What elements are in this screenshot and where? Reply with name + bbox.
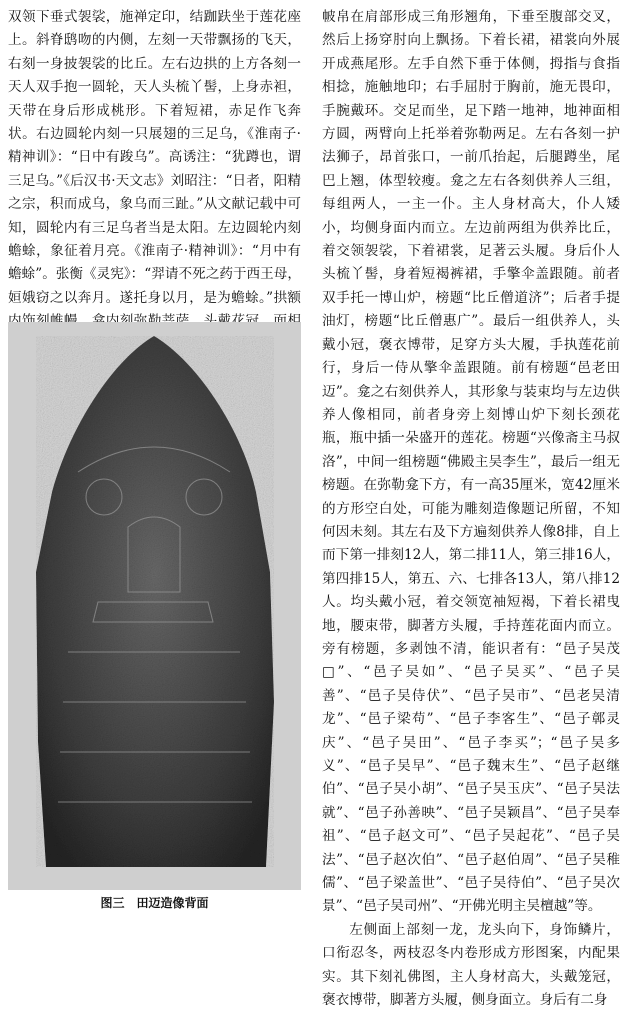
right-text-column — [322, 6, 620, 1009]
left-paragraph: 双领下垂式袈裟，施禅定印，结跏趺坐于莲花座上。斜脊鸱吻的内侧，左刻一天带飘扬的飞天，右刻一身披袈裟的比丘。左右边拱的上方各刻一天人双手抱一圆轮，天人头梳丫髻，上身赤袒，天带在身后形成桃形。下着短裙，赤足作飞奔状。右边圆轮内刻一只展翅的三足乌，《淮南子·精神训》：“日中有踆乌”。高诱注：“犹蹲也，谓三足乌。”《后汉书·天文志》刘昭注：“日者，阳精之宗，积而成乌，象乌而三趾。”从文献记载中可知，圆轮内有三足乌者当是太阳。左边圆轮内刻蟾蜍，象征着月亮。《淮南子·精神训》：“月中有蟾蜍”。张衡《灵宪》：“羿请不死之药于西王母，姮娥窃之以奔月。遂托身以月，是为蟾蜍。”拱额 — [8, 9, 301, 306]
left-text-column — [8, 6, 301, 316]
figure-caption: 图三 田迈造像背面 — [100, 896, 209, 910]
stele-image — [8, 322, 301, 890]
stele-photo — [8, 322, 301, 890]
right-paragraph-2: 左侧面上部刻一龙，龙头向下，身饰鳞片，口衔忍冬，两枝忍冬内卷形成方形图案，内配果实。其下刻礼佛图，主人身材高大，头戴笼冠，褒衣博带，脚著方头履，侧身面立。身后有二身 — [322, 921, 620, 1009]
right-paragraph-1: 帔帛在肩部形成三角形翘角，下垂至腹部交叉，然后上扬穿肘向上飘扬。下着长裙，裙裳向外展开成燕尾形。左手自然下垂于体侧，拇指与食指相捻，施触地印；右手屈肘于胸前，施无畏印，手腕戴环。交足而坐，足下踏一地神，地神面相方圆，两臂向上托举着弥勒两足。左右各刻一护法狮子，昂首张口，一前爪抬起，后腿蹲坐，尾巴上翘，体型较瘦。龛之左右各刻供养人三组，每组两人，一主一仆。主人身材高大，仆人矮小，均侧身面内而立。左边前两组为供养比丘，着交领袈裟，下着裙裳，足著云头履。身后仆人头梳丫髻，身着短褐裤裙，手擎伞盖跟随。前者双手托一博山炉，榜题“比丘僧道济”；后者手提油灯，榜题“比丘僧惠广”。最后一组供养人，头戴小冠，褒衣博带，足穿方头大履，手执莲花前行，身后一侍从擎伞盖跟随。前有榜题“邑老田迈”。龛之右刻供养人，其形象与装束均与左边供养人像相同，前者身旁上刻博山炉下刻长颈花瓶，瓶中插一朵盛开的莲花。榜题“兴像斋主马叔洛”，中间一组榜题“佛殿主吴李生”，最后一组无榜题。在弥勒龛下方，有一高35厘米，宽42厘米的方形空白处，可能为雕刻造像题记所留，不知何因未刻。其左右及下方遍刻供养人像8排，自上而下第一排刻12人，第二排11人，第三排16人，第四排15人，第五、六、七排各13人，第八排12人。均头戴小冠，着交领宽袖短褐，下着长裙曳地，腰束带，脚著方头履，手持莲花面内而立。旁有榜题，多剥蚀不清，能识者有：“邑子吴茂□”、“邑子吴如”、“邑子吴买”、“邑子吴善”、“邑子吴侍伏”、“邑子吴市”、“邑老吴清龙”、“邑子梁苟”、“邑子李客生”、“邑子鄣灵庆”、“邑子吴田”、“邑子李买”；“邑子吴多义”、“邑子吴早”、“邑子魏末生”、“邑子赵继伯”、“邑子吴小胡”、“邑子吴玉庆”、“邑子吴法就”、“邑子孙善映”、“邑子吴颖昌”、“邑子吴奉祖”、“邑子赵文可”、“邑子吴起花”、“邑子吴法”、“邑子赵次伯”、“邑子赵伯周”、“邑子吴稚儒”、“邑子梁盖世”、“邑子吴待伯”、“邑子吴次景”、“邑子吴司州”、“开佛光明主吴檀越”等。 — [322, 9, 620, 915]
